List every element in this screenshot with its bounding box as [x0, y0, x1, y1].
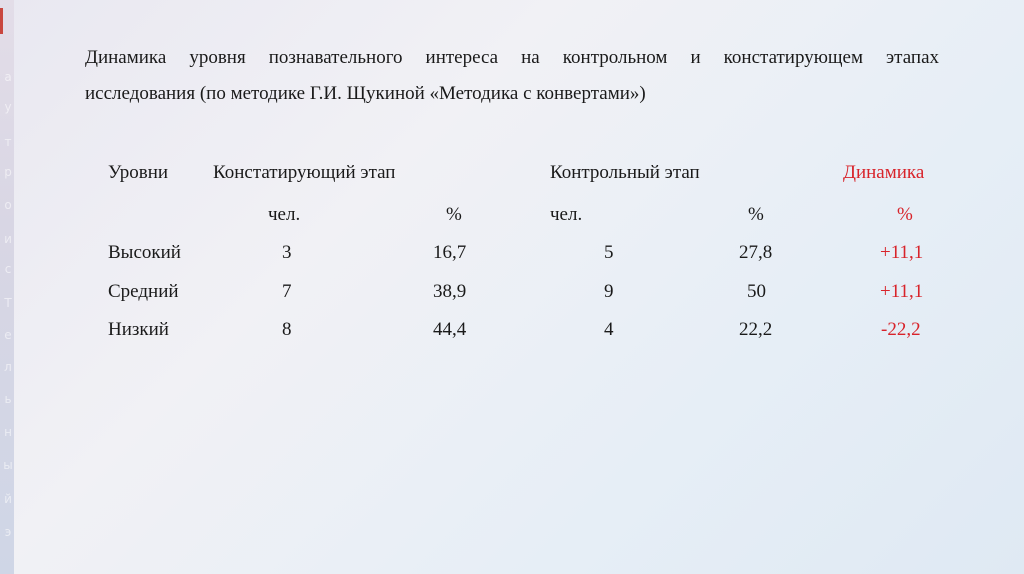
strip-glyph: т — [4, 135, 12, 149]
subheader-dynamics-percent: % — [897, 204, 913, 225]
strip-glyph: у — [4, 100, 12, 114]
subheader-stage-1-percent: % — [446, 204, 462, 225]
strip-glyph: ь — [4, 392, 12, 406]
row-stage-1-people: 7 — [282, 281, 292, 302]
row-stage-2-people: 5 — [604, 242, 614, 263]
strip-accent-mark — [0, 8, 3, 34]
row-stage-2-people: 9 — [604, 281, 614, 302]
strip-glyph: е — [4, 328, 12, 342]
strip-glyph: а — [4, 70, 12, 84]
strip-glyph: л — [4, 360, 12, 374]
row-stage-2-percent: 22,2 — [739, 319, 773, 340]
strip-glyph: э — [4, 525, 12, 539]
row-level-label: Низкий — [108, 319, 169, 340]
strip-glyph: й — [4, 492, 12, 506]
header-stage-1: Констатирующий этап — [213, 162, 396, 183]
row-stage-2-percent: 27,8 — [739, 242, 773, 263]
strip-glyph: и — [4, 232, 12, 246]
header-stage-2: Контрольный этап — [550, 162, 700, 183]
strip-glyph: ы — [3, 458, 13, 472]
heading-line-1: Динамика уровня познавательного интереса на контрольном и констатирующем этапах — [85, 47, 939, 68]
subheader-stage-2-percent: % — [748, 204, 764, 225]
row-dynamics: -22,2 — [881, 319, 921, 340]
row-stage-1-percent: 16,7 — [433, 242, 467, 263]
row-dynamics: +11,1 — [880, 242, 924, 263]
row-dynamics: +11,1 — [880, 281, 924, 302]
strip-glyph: н — [4, 425, 12, 439]
strip-glyph: с — [4, 262, 12, 276]
row-stage-1-percent: 38,9 — [433, 281, 467, 302]
row-stage-1-percent: 44,4 — [433, 319, 467, 340]
slide-heading — [85, 40, 939, 112]
subheader-stage-2-people: чел. — [550, 204, 583, 225]
decorative-side-strip — [0, 0, 14, 574]
row-stage-2-percent: 50 — [747, 281, 766, 302]
row-level-label: Высокий — [108, 242, 181, 263]
header-levels: Уровни — [108, 162, 169, 183]
row-stage-1-people: 8 — [282, 319, 292, 340]
row-level-label: Средний — [108, 281, 179, 302]
row-stage-1-people: 3 — [282, 242, 292, 263]
strip-glyph: р — [4, 165, 12, 179]
row-stage-2-people: 4 — [604, 319, 614, 340]
heading-line-2: исследования (по методике Г.И. Щукиной «Методика с конвертами») — [85, 83, 646, 104]
strip-glyph: о — [4, 198, 12, 212]
header-dynamics: Динамика — [843, 162, 925, 183]
strip-glyph: Т — [4, 296, 12, 310]
subheader-stage-1-people: чел. — [268, 204, 301, 225]
